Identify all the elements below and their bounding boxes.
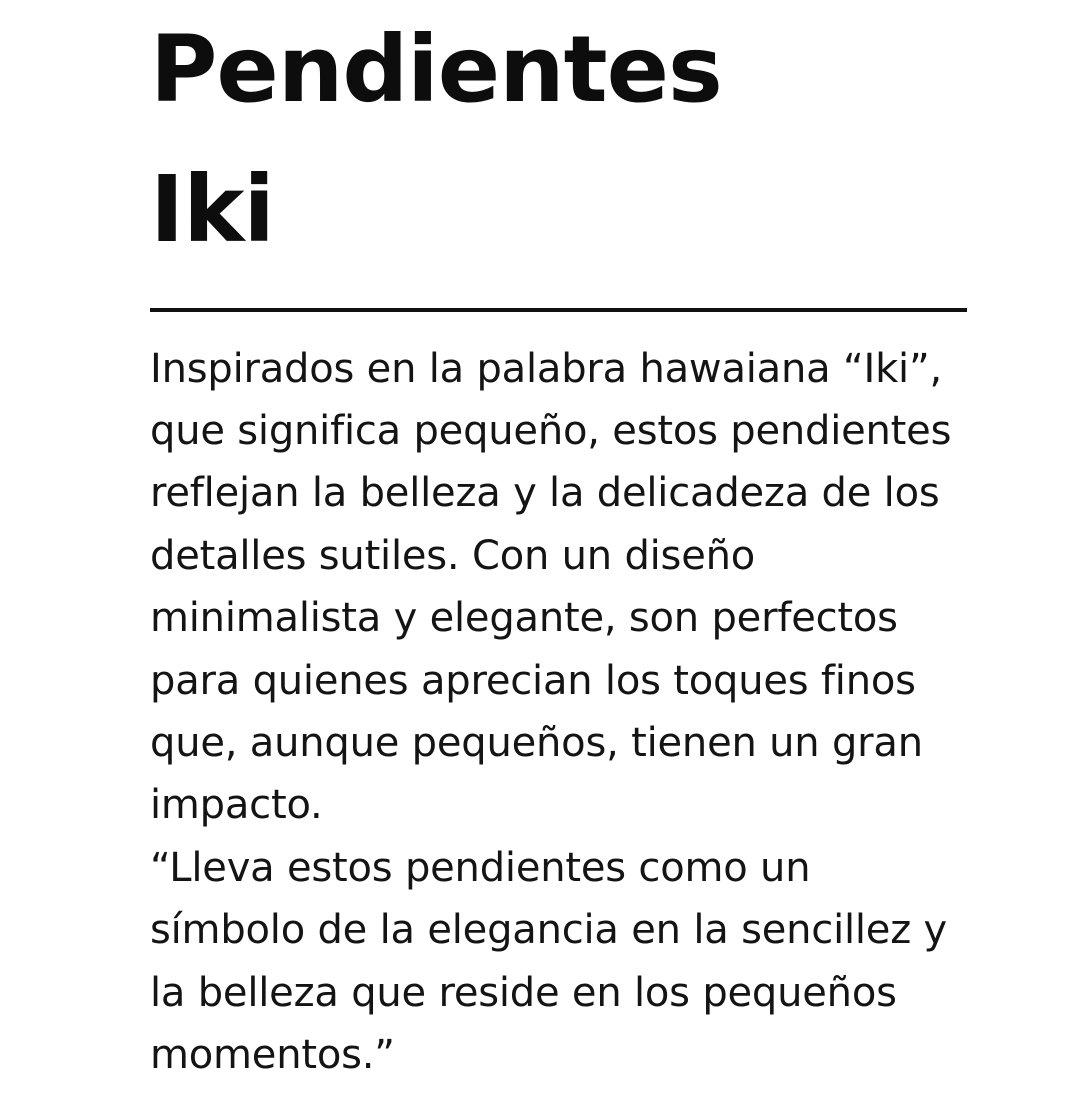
description-paragraph: “Lleva estos pendientes como un símbolo de la elegancia en la sencillez y la belleza que reside en los pequeños momentos.”: [150, 844, 947, 1078]
page-title: Pendientes Iki: [150, 16, 722, 263]
description-paragraph: Inspirados en la palabra hawaiana “Iki”, que significa pequeño, estos pendientes reflejan la belleza y la delicadeza de los detalles sutiles. Con un diseño minimalista y elegante, son perfectos para quienes aprecian los toques finos que, aunque pequeños, tienen un gran impacto.: [150, 345, 952, 829]
product-description: [150, 312, 967, 1087]
